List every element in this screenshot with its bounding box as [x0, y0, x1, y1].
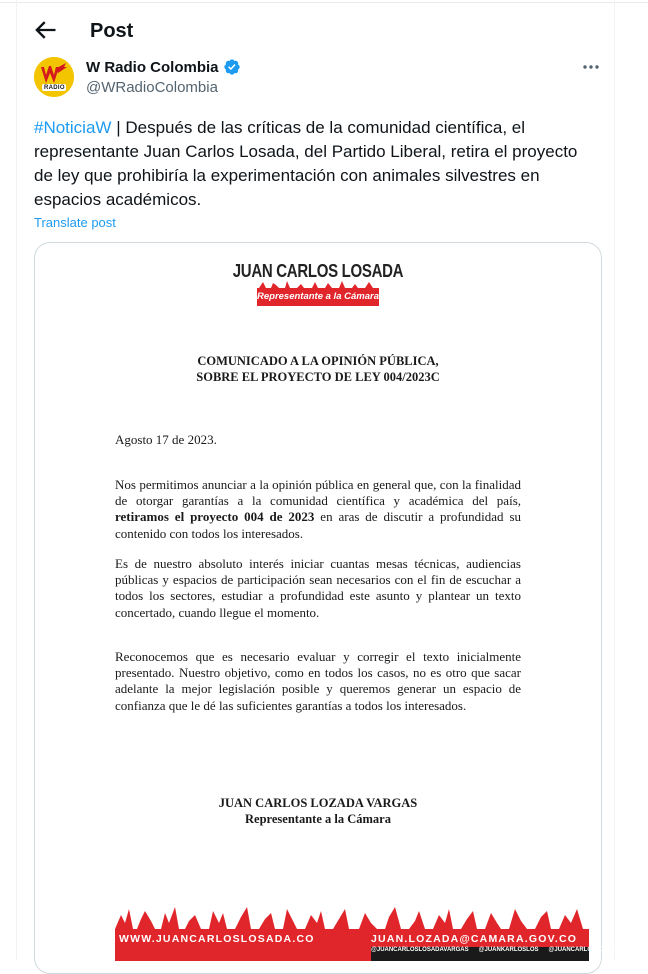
document-paragraph-2: Es de nuestro absoluto interés iniciar cuantas mesas técnicas, audiencias públicas y espacios de participación sean necesarios con el fin de escuchar a todos los sectores, estudiar a profundidad este asunto y plantear un texto concertado, cuando llegue el momento. — [115, 556, 521, 620]
translate-post-link[interactable]: Translate post — [34, 215, 116, 230]
signature-name: JUAN CARLOS LOZADA VARGAS — [218, 796, 418, 810]
footer-email: JUAN.LOZADA@CAMARA.GOV.CO — [371, 933, 578, 945]
more-horizontal-icon[interactable] — [580, 58, 602, 76]
footer-website: WWW.JUANCARLOSLOSADA.CO — [119, 933, 315, 945]
hashtag-link[interactable]: #NoticiaW — [34, 118, 112, 137]
w-radio-logo — [34, 57, 74, 97]
para1-bold: retiramos el proyecto 004 de 2023 — [115, 509, 315, 525]
document-heading-line1: COMUNICADO A LA OPINIÓN PÚBLICA, — [197, 354, 439, 368]
document-heading-line2: SOBRE EL PROYECTO DE LEY 004/2023C — [196, 370, 440, 384]
page-title: Post — [90, 20, 134, 42]
footer-social-handles — [371, 947, 646, 953]
signature-title: Representante a la Cámara — [245, 812, 391, 826]
document-logo-subtitle: Representante a la Cámara — [257, 291, 379, 302]
para1-start: Nos permitimos anunciar a la opinión pública en general que, con la finalidad de otorgar garantías a la comunidad científica y académica del país, — [115, 477, 521, 509]
footer-social-twitter: @JUANKARLOSLOS — [478, 947, 539, 953]
avatar-text: RADIO — [44, 85, 65, 91]
document-paragraph-3: Reconocemos que es necesario evaluar y corregir el texto inicialmente presentado. Nuestro objetivo, como en todos los casos, no es otro que sacar adelante la mejor legislación posible y queremos generar un espacio de confianza que le dé las suficientes garantías a todos los interesados. — [115, 649, 521, 713]
document-logo-name: JUAN CARLOS LOSADA — [232, 260, 404, 283]
footer-social-facebook: @JUANCARLOSLOSADAVARGAS — [371, 947, 469, 953]
post-text — [34, 116, 600, 212]
post-header — [17, 5, 614, 55]
arrow-left-icon[interactable] — [31, 16, 59, 44]
press-release-document — [35, 243, 647, 973]
footer-social-instagram: @JUANCARLOSLOSADAVARGAS — [548, 947, 647, 953]
avatar[interactable] — [34, 57, 74, 97]
verified-badge-icon[interactable] — [223, 58, 241, 76]
post-body: | Después de las críticas de la comunidad científica, el representante Juan Carlos Losada, del Partido Liberal, retira el proyecto de ley que prohibiría la experimentación con animales silvestres en espacios académicos. — [34, 118, 578, 209]
document-date: Agosto 17 de 2023. — [115, 432, 217, 447]
document-paragraph-1 — [115, 477, 521, 542]
author-handle[interactable]: @WRadioColombia — [86, 79, 218, 96]
author-name[interactable]: W Radio Colombia — [86, 58, 219, 76]
author-name-row — [86, 58, 241, 76]
para1-end: en aras de discutir a profundidad su contenido con todos los interesados. — [115, 509, 521, 541]
post-image[interactable] — [34, 242, 647, 974]
